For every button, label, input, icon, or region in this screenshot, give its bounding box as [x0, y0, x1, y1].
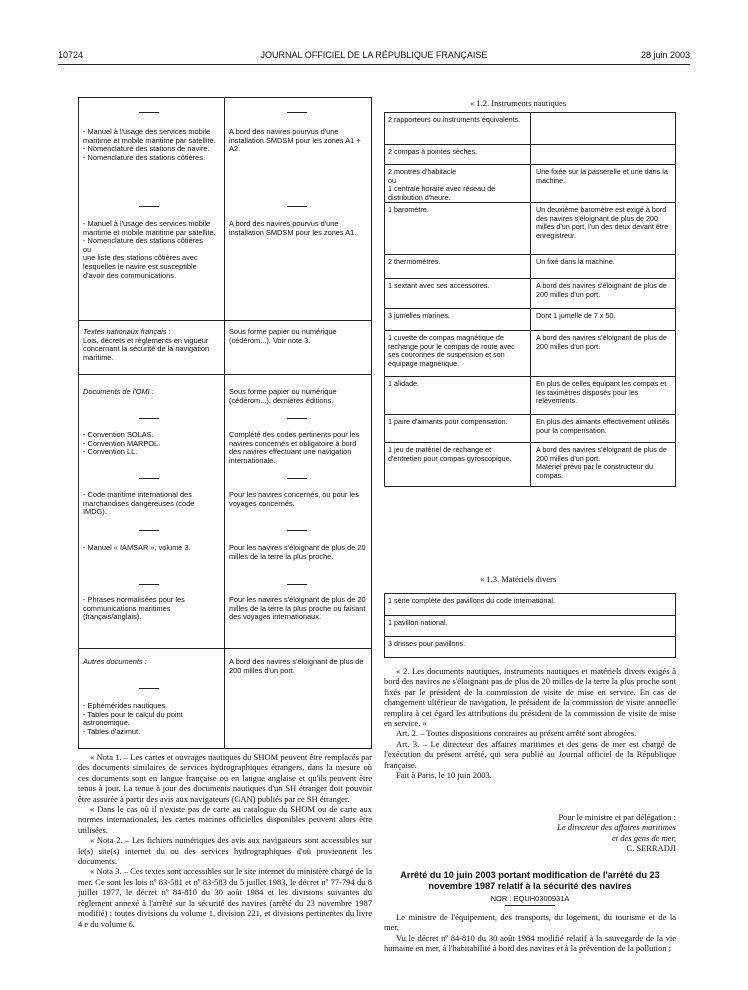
- signature-block: [384, 812, 676, 854]
- table-cell: [83, 431, 220, 457]
- list-item: une liste des stations côtières avec lesquelles le navire est susceptible d'avoir des communications.: [83, 253, 198, 280]
- column-divider: [530, 279, 531, 308]
- list-item: - Convention SOLAS.: [83, 430, 154, 439]
- column-divider: [530, 377, 531, 414]
- list-item: - Ephémérides nautiques.: [83, 701, 168, 710]
- dash-separator: [287, 112, 307, 113]
- signature-line: et des gens de mer,: [612, 832, 676, 843]
- note-3: « Nota 3. – Ces textes sont accessibles sur le site internet du ministère chargé de la mer. Ce sont les lois nº 83-581 et nº 83-583 du 5 juillet 1983, le décret nº 77-794 du 8 juillet 1977, le décret nº 84-810 du 30 août 1984 et les divisions suivantes du règlement annexé à l'arrêté sur la sécurité des navires (arrêté du 23 novembre 1987 modifié) : toutes divisions du volume 1, division 221, et divisions pertinentes du livre 4 e du volume 6.: [78, 866, 372, 929]
- item-cell: 1 baromètre.: [388, 205, 429, 214]
- signed-place-date: Fait à Paris, le 10 juin 2003.: [396, 770, 492, 781]
- section-caption: « 1.3. Matériels divers: [480, 574, 557, 584]
- column-divider: [530, 203, 531, 254]
- table-cell: Pour les navires concernés, ou pour les voyages concernés.: [229, 490, 359, 508]
- note-cell: Un fixé dans la machine.: [536, 257, 615, 266]
- table-cell: Pour les navires s'éloignant de plus de 20 milles de la terre la plus proche.: [229, 543, 366, 561]
- note-2: « Nota 2. – Les fichiers numériques des avis aux navigateurs sont accessibles sur le(s) site(s) internet du ou des services hydrographiques d'où proviennent les documents.: [78, 835, 372, 867]
- dash-separator: [287, 584, 307, 585]
- dash-separator: [287, 478, 307, 479]
- table-row: [385, 442, 675, 486]
- note-1b: « Dans le cas où il n'existe pas de carte au catalogue du SHOM ou de carte aux normes internationales, les cartes marines officielles disponibles peuvent alors être utilisées.: [78, 804, 372, 835]
- item-cell: 1 paire d'aimants pour compensation.: [388, 417, 508, 426]
- item-cell: 1 cuvette de compas magnétique de rechange pour le compas de route avec ses couronnes de suspension et son équipage magnétique.: [388, 333, 515, 368]
- table-row: [385, 330, 675, 376]
- list-item: - Tables pour le calcul du point astronomique.: [83, 709, 183, 728]
- column-divider: [530, 145, 531, 164]
- table-cell: - Code maritime international des marchandises dangereuses (code IMDG).: [83, 490, 195, 517]
- signature-line: Pour le ministre et par délégation :: [558, 812, 676, 822]
- paragraph: « 2. Les documents nautiques, instruments nautiques et matériels divers exigés à bord des navires ne s'éloignant pas de plus de 20 milles de la terre la plus proche sont fixés par le président de la commission de visite de mise en service. En cas de changement ultérieur de navigation, le président de la commission de visite annuelle remplira à cet égard les attributions du président de la commission de visite de mise en service. »: [384, 666, 676, 729]
- table-cell: [83, 220, 220, 280]
- table-row: [385, 594, 675, 615]
- note-cell: En plus de celles équipant les compas et les taximètres disposés pour les relèvements.: [536, 379, 667, 406]
- intro-paragraph: Le ministre de l'équipement, des transports, du logement, du tourisme et de la mer,: [384, 912, 676, 933]
- table-cell: [83, 702, 220, 736]
- table-row: [385, 113, 675, 144]
- item-cell: 2 thermomètres.: [388, 257, 441, 266]
- column-divider: [530, 331, 531, 376]
- note-cell: A bord des navires s'éloignant de plus de 200 milles d'un port.: [536, 333, 667, 351]
- table-row: [385, 164, 675, 202]
- table-cell: Pour les navires s'éloignant de plus de 20 milles de la terre la plus proche ou faisant des voyages internationaux.: [229, 595, 366, 622]
- materials-table: [384, 593, 676, 658]
- signature-name: C. SERRADJI: [626, 843, 676, 854]
- table-cell: Complété des codes pertinents pour les navires concernés et obligatoire à bord des navires effectuant une navigation internationale.: [229, 430, 360, 465]
- table-cell: [83, 128, 220, 162]
- note-cell: A bord des navires s'éloignant de plus de 200 milles d'un port. Matériel prévu par le constructeur du compas.: [536, 445, 667, 480]
- item-cell: 1 pavillon national.: [388, 618, 448, 627]
- title-separator: [505, 905, 555, 906]
- table-row: [385, 376, 675, 414]
- item-cell: 2 rapporteurs ou instruments équivalents.: [388, 115, 521, 124]
- page-header: [58, 50, 690, 65]
- table-cell: Sous forme papier ou numérique (cédérom...), dernières éditions.: [229, 387, 337, 405]
- table-row: [385, 308, 675, 330]
- list-item: - Nomenclature des stations côtières.: [83, 152, 205, 162]
- table-cell: A bord des navires s'éloignant de plus de 200 milles d'un port.: [229, 657, 364, 675]
- table-cell: [83, 328, 220, 362]
- item-cell: 1 série complète des pavillons du code international.: [388, 596, 556, 605]
- item-cell: 1 alidade.: [388, 379, 420, 388]
- table-row: [385, 202, 675, 254]
- column-divider: [530, 255, 531, 278]
- list-item: - Convention MARPOL.: [83, 438, 161, 448]
- article-text: [384, 666, 676, 780]
- documents-table: [78, 97, 372, 749]
- nor-reference: NOR : EQUH0300931A: [490, 894, 570, 903]
- article-3: Art. 3. – Le directeur des affaires maritimes et des gens de mer est chargé de l'exécution du présent arrêté, qui sera publié au Journal officiel de la République française.: [384, 738, 676, 770]
- column-divider: [530, 443, 531, 486]
- column-divider: [530, 415, 531, 442]
- note-cell: Une fixée sur la passerelle et une dans la machine.: [536, 167, 668, 185]
- dash-separator: [139, 206, 159, 207]
- row-divider: [79, 320, 371, 321]
- item-cell: 1 sextant avec ses accessoires.: [388, 281, 490, 290]
- list-item: - Convention LL.: [83, 447, 138, 457]
- note-cell: Un deuxième baromètre est exigé à bord des navires s'éloignant de plus de 200 milles d'un port, l'un des deux devant être enregistreur.: [536, 205, 669, 240]
- item-cell: 1 jeu de matériel de rechange et d'entretien pour compas gyroscopique.: [388, 445, 512, 463]
- table-row: [385, 414, 675, 442]
- column-divider: [530, 309, 531, 330]
- decree-body: [384, 912, 676, 954]
- instruments-table: [384, 112, 676, 487]
- table-row: [385, 278, 675, 308]
- note-cell: A bord des navires s'éloignant de plus de 200 milles d'un port.: [536, 281, 667, 299]
- item-cell: 2 compas à pointes sèches.: [388, 147, 478, 156]
- item-cell: 3 drisses pour pavillons.: [388, 639, 466, 648]
- article-2: Art. 2. – Toutes dispositions contraires au présent arrêté sont abrogées.: [396, 728, 637, 739]
- note-cell: En plus des aimants effectivement utilisés pour la compensation.: [536, 417, 670, 435]
- list-item: - Nomenclature des stations de navire.: [83, 144, 210, 154]
- journal-title: JOURNAL OFFICIEL DE LA RÉPUBLIQUE FRANÇAISE: [260, 50, 488, 60]
- table-row: [385, 144, 675, 164]
- table-row: [385, 615, 675, 636]
- vu-paragraph: Vu le décret nº 84-810 du 30 août 1984 modifié relatif à la sauvegarde de la vie humaine en mer, à l'habitabilité à bord des navires et à la prévention de la pollution ;: [384, 932, 676, 954]
- dash-separator: [139, 478, 159, 479]
- list-item: - Manuel à l'usage des services mobile maritime et mobile maritime par satellite.: [83, 219, 216, 237]
- dash-separator: [287, 206, 307, 207]
- dash-separator: [287, 530, 307, 531]
- table-cell: A bord des navires pourvus d'une installation SMDSM pour les zones A1.: [229, 219, 357, 237]
- note-cell: Dont 1 jumelle de 7 x 50.: [536, 311, 616, 320]
- row-divider: [79, 374, 371, 375]
- section-title: Textes nationaux français :: [83, 327, 171, 336]
- table-row: [385, 636, 675, 657]
- dash-separator: [139, 418, 159, 419]
- dash-separator: [139, 112, 159, 113]
- list-item: ou: [83, 244, 92, 254]
- table-row: [385, 254, 675, 278]
- column-divider: [224, 98, 225, 748]
- issue-date: 28 juin 2003: [640, 50, 690, 60]
- table-cell: Sous forme papier ou numérique (cédérom...). Voir note 3.: [229, 327, 337, 345]
- note-1: « Nota 1. – Les cartes et ouvrages nautiques du SHOM peuvent être remplacés par des documents similaires de services hydrographiques étrangers, dans la mesure où ces documents sont en langue française ou en langue anglaise et qu'ils peuvent être tenus à jour. La tenue à jour des documents nautiques d'un SH étranger doit pouvoir être assurée à partir des avis aux navigateurs (GAN) publiés par ce SH étranger.: [78, 752, 372, 804]
- row-divider: [79, 648, 371, 649]
- column-divider: [530, 165, 531, 202]
- dash-separator: [139, 688, 159, 689]
- dash-separator: [139, 584, 159, 585]
- column-divider: [530, 113, 531, 144]
- dash-separator: [139, 530, 159, 531]
- notes-section: [78, 752, 372, 929]
- list-item: - Tables d'azimut.: [83, 726, 141, 736]
- table-cell: - Phrases normalisées pour les communications maritimes (français/anglais).: [83, 595, 185, 622]
- list-item: - Manuel à l'usage des services mobile maritime et mobile maritime par satellite.: [83, 127, 216, 145]
- table-cell: A bord des navires pourvus d'une installation SMDSM pour les zones A1 + A2.: [229, 127, 361, 154]
- page-number: 10724: [58, 50, 84, 60]
- section-title: Autres documents :: [83, 657, 147, 666]
- section-caption: « 1.2. Instruments nautiques: [470, 98, 567, 108]
- dash-separator: [287, 418, 307, 419]
- section-title: Documents de l'OMI :: [83, 387, 154, 396]
- list-item: - Nomenclature des stations côtières: [83, 236, 203, 246]
- signature-line: Le directeur des affaires maritimes: [557, 822, 676, 833]
- table-cell: - Manuel « IAMSAR », volume 3.: [83, 543, 191, 552]
- item-cell: 3 jumelles marines.: [388, 311, 450, 320]
- list-item: Lois, décrets et règlements en vigueur concernant la sécurité de la navigation maritime.: [83, 335, 210, 362]
- item-cell: 2 montres d'habitacle ou 1 centrale horaire avec réseau de distribution d'heure.: [388, 167, 496, 202]
- decree-title: Arrêté du 10 juin 2003 portant modification de l'arrêté du 23 novembre 1987 relatif à la sécurité des navires: [400, 870, 660, 891]
